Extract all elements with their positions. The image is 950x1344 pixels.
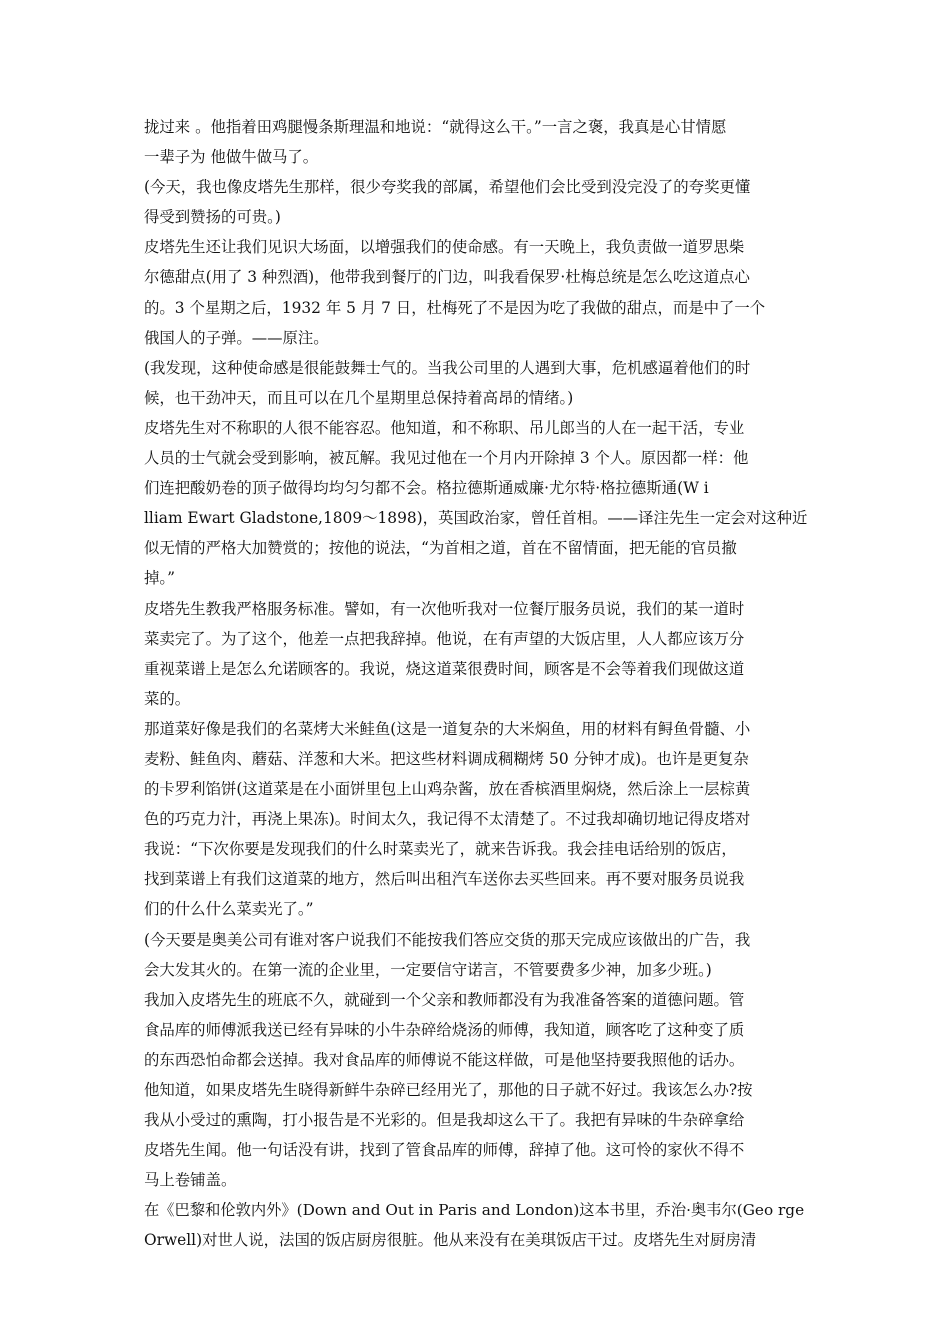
text-line: 皮塔先生对不称职的人很不能容忍。他知道，和不称职、吊儿郎当的人在一起干活，专业	[144, 418, 745, 437]
text-line: 拢过来 。他指着田鸡腿慢条斯理温和地说：“就得这么干。”一言之褒，我真是心甘情愿	[144, 118, 727, 136]
paragraph	[144, 925, 808, 985]
text-line: (我发现，这种使命感是很能鼓舞士气的。当我公司里的人遇到大事，危机感逼着他们的时	[144, 358, 751, 377]
text-line: (今天，我也像皮塔先生那样，很少夸奖我的部属，希望他们会比受到没完没了的夸奖更懂	[144, 178, 751, 197]
text-line: 候，也干劲冲天，而且可以在几个星期里总保持着高昂的情绪。)	[144, 388, 574, 407]
text-line: 们连把酸奶卷的顶子做得均均匀匀都不会。格拉德斯通威廉·尤尔特·格拉德斯通(W i	[144, 479, 709, 498]
text-line: 菜的。	[144, 689, 191, 708]
paragraph	[144, 232, 808, 352]
text-line: 会大发其火的。在第一流的企业里，一定要信守诺言，不管要费多少神，加多少班。)	[144, 960, 712, 979]
text-line: 我说：“下次你要是发现我们的什么时菜卖光了，就来告诉我。我会挂电话给别的饭店，	[144, 840, 737, 859]
text-line: 我加入皮塔先生的班底不久，就碰到一个父亲和教师都没有为我准备答案的道德问题。管	[144, 990, 745, 1009]
text-line: 找到菜谱上有我们这道菜的地方，然后叫出租汽车送你去买些回来。再不要对服务员说我	[144, 870, 745, 889]
text-line: 那道菜好像是我们的名菜烤大米鲑鱼(这是一道复杂的大米焖鱼，用的材料有鲟鱼骨髓、小	[144, 719, 751, 738]
text-line: 重视菜谱上是怎么允诺顾客的。我说，烧这道菜很费时间，顾客是不会等着我们现做这道	[144, 659, 745, 678]
text-line: 他知道，如果皮塔先生晓得新鲜牛杂碎已经用光了，那他的日子就不好过。我该怎么办?按	[144, 1081, 753, 1099]
text-line: 麦粉、鲑鱼肉、蘑菇、洋葱和大米。把这些材料调成稠糊烤 50 分钟才成)。也许是更复杂	[144, 749, 749, 768]
paragraph	[144, 353, 808, 413]
text-line: 食品库的师傅派我送已经有异味的小牛杂碎给烧汤的师傅，我知道，顾客吃了这种变了质	[144, 1020, 745, 1039]
text-line: Orwell)对世人说，法国的饭店厨房很脏。他从来没有在美琪饭店干过。皮塔先生对厨房清	[144, 1231, 757, 1250]
paragraph	[144, 1195, 808, 1255]
paragraph	[144, 413, 808, 594]
text-line: 皮塔先生还让我们见识大场面，以增强我们的使命感。有一天晚上，我负责做一道罗思柴	[144, 238, 745, 257]
document-body	[144, 112, 808, 1256]
paragraph	[144, 594, 808, 714]
text-line: 们的什么什么菜卖光了。”	[144, 900, 314, 919]
text-line: 的。3 个星期之后，1932 年 5 月 7 日，杜梅死了不是因为吃了我做的甜点，而是中了一个	[144, 298, 766, 317]
paragraph	[144, 172, 808, 232]
text-line: 皮塔先生教我严格服务标准。譬如，有一次他听我对一位餐厅服务员说，我们的某一道时	[144, 599, 745, 618]
text-line: 得受到赞扬的可贵。)	[144, 208, 281, 227]
text-line: 色的巧克力汁，再浇上果冻)。时间太久，我记得不太清楚了。不过我却确切地记得皮塔对	[144, 810, 751, 829]
text-line: 我从小受过的熏陶，打小报告是不光彩的。但是我却这么干了。我把有异味的牛杂碎拿给	[144, 1111, 745, 1130]
text-line: 人员的士气就会受到影响，被瓦解。我见过他在一个月内开除掉 3 个人。原因都一样：他	[144, 449, 749, 468]
text-line: 马上卷铺盖。	[144, 1171, 237, 1190]
text-line: 俄国人的子弹。——原注。	[144, 328, 329, 347]
text-line: (今天要是奥美公司有谁对客户说我们不能按我们答应交货的那天完成应该做出的广告，我	[144, 930, 751, 949]
text-line: lliam Ewart Gladstone,1809～1898)，英国政治家，曾任首相。——译注先生一定会对这种近	[144, 509, 808, 528]
text-line: 掉。”	[144, 569, 175, 588]
text-line: 尔德甜点(用了 3 种烈酒)，他带我到餐厅的门边，叫我看保罗·杜梅总统是怎么吃这道点心	[144, 268, 750, 287]
text-line: 的卡罗利馅饼(这道菜是在小面饼里包上山鸡杂酱，放在香槟酒里焖烧，然后涂上一层棕黄	[144, 780, 751, 799]
text-line: 菜卖完了。为了这个，他差一点把我辞掉。他说，在有声望的大饭店里，人人都应该万分	[144, 629, 745, 648]
paragraph	[144, 714, 808, 925]
paragraph	[144, 985, 808, 1196]
text-line: 皮塔先生闻。他一句话没有讲，找到了管食品库的师傅，辞掉了他。这可怜的家伙不得不	[144, 1141, 745, 1160]
text-line: 在《巴黎和伦敦内外》(Down and Out in Paris and London)这本书里，乔治·奥韦尔(Geo rge	[144, 1201, 805, 1220]
text-line: 似无情的严格大加赞赏的；按他的说法，“为首相之道，首在不留情面，把无能的官员撤	[144, 539, 737, 558]
text-line: 一辈子为 他做牛做马了。	[144, 148, 319, 167]
paragraph	[144, 112, 808, 172]
text-line: 的东西恐怕命都会送掉。我对食品库的师傅说不能这样做，可是他坚持要我照他的话办。	[144, 1050, 745, 1069]
